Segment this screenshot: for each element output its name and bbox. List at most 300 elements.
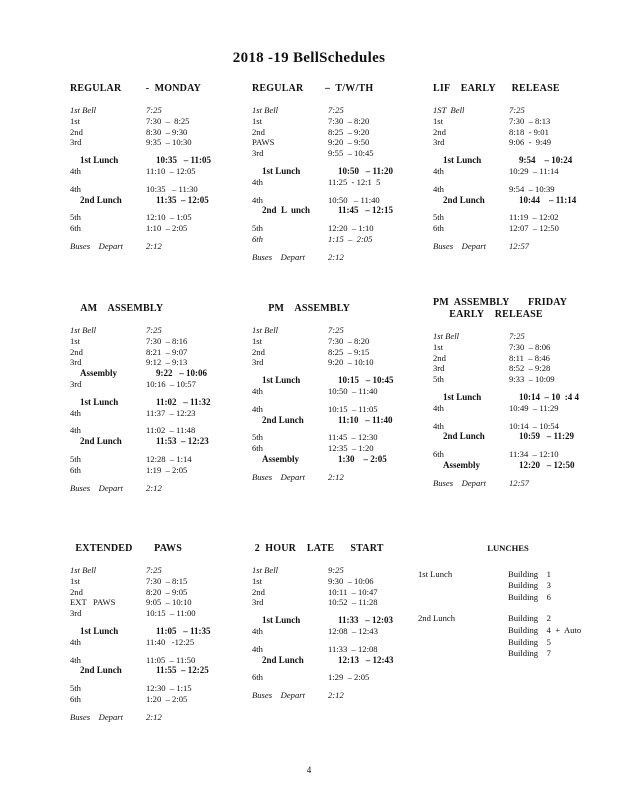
period-row	[252, 386, 437, 397]
lunch-row	[433, 195, 618, 206]
lunch-building-row	[418, 569, 598, 581]
row-gap	[252, 188, 437, 195]
lunch-building-row	[418, 613, 598, 625]
period-label: 1st Bell	[252, 325, 279, 335]
row-gap	[70, 447, 255, 454]
row-gap	[252, 216, 437, 223]
period-label: 1st Bell	[70, 565, 97, 575]
period-row	[433, 478, 618, 489]
period-time: 11:55 – 12:25	[156, 665, 209, 676]
lunch-building: Building 1	[508, 568, 551, 579]
row-gap	[70, 390, 255, 397]
period-label: 2nd	[252, 586, 265, 597]
period-label: 3rd	[252, 597, 264, 608]
period-time: 8:11 – 8:46	[509, 352, 550, 363]
lunch-row	[252, 655, 437, 666]
period-label: 4th	[433, 183, 444, 194]
period-row	[70, 465, 255, 476]
row-gap	[70, 676, 255, 683]
period-row	[252, 565, 437, 576]
period-row	[433, 137, 618, 148]
period-row	[252, 690, 437, 701]
period-row	[433, 184, 618, 195]
lunch-building: Building 5	[508, 636, 551, 647]
row-gap	[252, 683, 437, 690]
row-gap	[252, 368, 437, 375]
period-row	[433, 105, 618, 116]
lunch-building-row	[418, 592, 598, 604]
lunch-group-name: 1st Lunch	[418, 568, 453, 579]
schedule-pm-assembly	[252, 303, 437, 483]
period-time: 7:25	[509, 331, 525, 341]
period-label: 6th	[70, 693, 81, 704]
period-row	[252, 127, 437, 138]
period-time: 2:12	[146, 240, 162, 251]
period-row	[252, 432, 437, 443]
period-label: Buses Depart	[252, 471, 305, 482]
period-time: 7:30 – 8:20	[328, 335, 370, 346]
period-label: Buses Depart	[252, 690, 305, 701]
period-time: 10:44 – 11:14	[519, 194, 577, 205]
row-gap	[70, 418, 255, 425]
period-row	[433, 212, 618, 223]
lunch-row	[433, 155, 618, 166]
period-label: 6th	[433, 223, 444, 234]
period-row	[70, 137, 255, 148]
period-row	[252, 443, 437, 454]
period-label: 3rd	[70, 608, 82, 619]
period-time: 7:25	[146, 105, 162, 115]
period-label: 5th	[252, 432, 263, 443]
row-gap	[70, 476, 255, 483]
period-row	[70, 336, 255, 347]
period-time: 11:40 -12:25	[146, 636, 195, 647]
period-time: 12:30 – 1:15	[146, 683, 192, 694]
period-row	[252, 576, 437, 587]
lunch-building: Building 2	[508, 613, 551, 624]
row-gap	[433, 442, 618, 449]
row-gap	[70, 205, 255, 212]
period-label: 1st Lunch	[262, 375, 301, 386]
period-row	[70, 212, 255, 223]
row-gap	[433, 385, 618, 392]
period-label: 3rd	[252, 357, 264, 368]
period-label: 4th	[252, 625, 263, 636]
period-label: 1st	[252, 335, 263, 346]
period-row	[70, 347, 255, 358]
period-label: 1st Lunch	[443, 155, 482, 166]
period-row	[70, 597, 255, 608]
lunch-row	[70, 397, 255, 408]
period-time: 1:20 – 2:05	[146, 693, 188, 704]
period-label: 1st Bell	[252, 105, 279, 115]
period-time: 9:20 – 9:50	[328, 137, 370, 148]
period-label: 1st Lunch	[443, 391, 482, 402]
schedule-pm-assembly-friday	[433, 297, 618, 489]
period-time: 12:13 – 12:43	[338, 654, 394, 665]
period-label: 2nd	[252, 346, 265, 357]
lunch-building-row	[418, 580, 598, 592]
row-gap	[70, 148, 255, 155]
period-time: 7:25	[328, 325, 344, 335]
period-row	[433, 241, 618, 252]
period-time: 9:06 - 9:49	[509, 137, 552, 148]
lunch-building-row	[418, 648, 598, 660]
row-gap	[252, 665, 437, 672]
period-time: 11:53 – 12:23	[156, 436, 209, 447]
row-gap	[70, 234, 255, 241]
period-label: Buses Depart	[252, 251, 305, 262]
period-time: 1:19 – 2:05	[146, 464, 188, 475]
lunch-building: Building 7	[508, 648, 551, 659]
period-time: 9:25	[328, 565, 344, 575]
row-gap	[433, 148, 618, 155]
period-row	[70, 637, 255, 648]
period-time: 2:12	[328, 251, 344, 262]
period-label: 3rd	[70, 378, 82, 389]
period-label: 5th	[252, 223, 263, 234]
period-time: 12:28 – 1:14	[146, 453, 192, 464]
period-row	[70, 712, 255, 723]
period-label: 6th	[433, 449, 444, 460]
period-time: 7:25	[509, 105, 525, 115]
period-label: 2nd Lunch	[443, 431, 485, 442]
period-time: 10:35 – 11:30	[146, 183, 198, 194]
period-time: 10:59 – 11:29	[519, 431, 574, 442]
period-label: Assembly	[443, 459, 481, 470]
period-time: 8:25 – 9:15	[328, 346, 370, 357]
lunch-group-name	[418, 592, 508, 604]
page-title: 2018 -19 BellSchedules	[232, 50, 386, 66]
period-row	[252, 325, 437, 336]
period-row	[70, 454, 255, 465]
period-time: 7:30 – 8:13	[509, 115, 551, 126]
period-time: 7:25	[328, 105, 344, 115]
period-row	[252, 472, 437, 483]
period-row	[252, 357, 437, 368]
period-label: 3rd	[70, 357, 82, 368]
row-gap	[252, 465, 437, 472]
schedule-am-assembly	[70, 303, 255, 493]
period-label: 1st Lunch	[262, 165, 301, 176]
schedule-regular-monday	[70, 83, 255, 252]
period-row	[252, 644, 437, 655]
period-row	[252, 137, 437, 148]
period-row	[70, 565, 255, 576]
period-time: 10:11 – 10:47	[328, 586, 378, 597]
period-row	[70, 483, 255, 494]
period-row	[433, 331, 618, 342]
period-label: 2nd Lunch	[262, 654, 304, 665]
period-time: 9:30 – 10:06	[328, 575, 374, 586]
period-time: 7:30 – 8:25	[146, 115, 190, 126]
period-time: 7:30 – 8:20	[328, 115, 370, 126]
period-label: 1st	[433, 115, 444, 126]
period-label: Buses Depart	[70, 711, 123, 722]
period-label: 4th	[70, 425, 81, 436]
period-time: 11:10 – 12:05	[146, 165, 196, 176]
period-time: 10:35 – 11:05	[156, 155, 211, 166]
period-time: 8:21 – 9:07	[146, 346, 188, 357]
period-label: 2nd Lunch	[443, 194, 485, 205]
period-row	[70, 694, 255, 705]
schedule-heading: EXTENDED PAWS	[70, 543, 183, 554]
period-row	[70, 425, 255, 436]
lunch-group-name	[418, 648, 508, 660]
period-time: 2:12	[328, 471, 344, 482]
schedule-heading: AM ASSEMBLY	[70, 303, 164, 314]
lunch-group-name	[418, 580, 508, 592]
period-time: 10:15 – 11:00	[146, 608, 196, 619]
period-time: 9:05 – 10:10	[146, 597, 192, 608]
period-time: 1:15 – 2:05	[328, 233, 373, 244]
period-label: 6th	[252, 672, 263, 683]
period-label: 2nd	[433, 126, 446, 137]
period-row	[252, 336, 437, 347]
period-label: 2nd	[70, 346, 83, 357]
period-time: 12:08 – 12:43	[328, 625, 378, 636]
period-row	[252, 177, 437, 188]
period-row	[70, 105, 255, 116]
lunch-building-row	[418, 625, 598, 637]
period-row	[70, 223, 255, 234]
period-time: 12:07 – 12:50	[509, 223, 559, 234]
period-row	[252, 148, 437, 159]
schedule-heading: 2 HOUR LATE START	[252, 543, 384, 554]
period-time: 10:50 – 11:40	[328, 385, 378, 396]
period-time: 10:29 – 11:14	[509, 165, 559, 176]
lunch-row	[433, 460, 618, 471]
period-time: 11:35 – 12:05	[156, 194, 209, 205]
lunch-group-name	[418, 637, 508, 649]
period-row	[252, 597, 437, 608]
period-label: Assembly	[262, 453, 300, 464]
period-label: 3rd	[433, 137, 445, 148]
period-time: 11:02 – 11:32	[156, 396, 211, 407]
period-label: 1st	[70, 575, 81, 586]
period-row	[252, 672, 437, 683]
period-label: 6th	[252, 233, 263, 244]
period-row	[433, 374, 618, 385]
period-label: Buses Depart	[433, 240, 486, 251]
period-time: 9:35 – 10:30	[146, 137, 192, 148]
schedule-heading: REGULAR – T/W/TH	[252, 83, 374, 94]
lunch-row	[70, 368, 255, 379]
period-row	[70, 116, 255, 127]
period-time: 11:05 – 11:35	[156, 625, 211, 636]
period-label: 2nd Lunch	[80, 436, 122, 447]
period-time: 8:30 – 9:30	[146, 126, 188, 137]
schedule-heading: PM ASSEMBLY FRIDAY EARLY RELEASE	[433, 297, 568, 320]
period-label: 2nd Lunch	[80, 665, 122, 676]
period-label: 1st Bell	[433, 331, 460, 341]
row-gap	[70, 619, 255, 626]
lunch-building: Building 4 + Auto	[508, 624, 582, 635]
period-label: 4th	[252, 643, 263, 654]
lunch-row	[433, 431, 618, 442]
schedule-lif-early-release	[433, 83, 618, 252]
period-label: 1st	[70, 115, 81, 126]
period-row	[70, 357, 255, 368]
period-time: 7:30 – 8:06	[509, 341, 551, 352]
period-label: 4th	[433, 402, 444, 413]
row-gap	[252, 637, 437, 644]
period-row	[70, 608, 255, 619]
lunch-row	[433, 392, 618, 403]
lunch-row	[252, 166, 437, 177]
row-gap	[433, 177, 618, 184]
period-label: 4th	[252, 176, 263, 187]
period-row	[252, 195, 437, 206]
lunches-table	[418, 543, 598, 660]
period-label: 3rd	[252, 148, 264, 159]
schedule-regular-twth	[252, 83, 437, 263]
lunch-row	[70, 155, 255, 166]
period-row	[70, 184, 255, 195]
period-time: 10:50 – 11:20	[338, 165, 393, 176]
period-time: 7:25	[146, 325, 162, 335]
period-time: 11:10 – 11:40	[338, 414, 393, 425]
lunch-row	[252, 415, 437, 426]
period-label: 4th	[252, 403, 263, 414]
period-label: Buses Depart	[70, 240, 123, 251]
row-gap	[70, 177, 255, 184]
period-label: 6th	[70, 223, 81, 234]
row-gap	[433, 414, 618, 421]
period-row	[433, 353, 618, 364]
period-label: 4th	[70, 407, 81, 418]
period-row	[433, 363, 618, 374]
period-time: 10:15 – 10:45	[338, 375, 394, 386]
period-row	[70, 379, 255, 390]
period-time: 12:57	[509, 477, 530, 488]
lunches-heading: LUNCHES	[487, 543, 529, 553]
period-label: PAWS	[252, 137, 275, 148]
period-label: 1st	[70, 335, 81, 346]
lunch-row	[252, 375, 437, 386]
period-time: 8:25 – 9:20	[328, 126, 370, 137]
period-row	[433, 421, 618, 432]
period-label: 4th	[70, 636, 81, 647]
row-gap	[70, 705, 255, 712]
lunch-row	[70, 626, 255, 637]
lunch-row	[252, 205, 437, 216]
period-time: 7:25	[146, 565, 162, 575]
schedule-extended-paws	[70, 543, 255, 723]
period-row	[70, 683, 255, 694]
period-label: 1st Lunch	[80, 396, 119, 407]
period-row	[252, 252, 437, 263]
period-label: 4th	[70, 654, 81, 665]
period-time: 11:19 – 12:02	[509, 212, 559, 223]
period-time: 2:12	[146, 482, 162, 493]
period-time: 12:10 – 1:05	[146, 212, 192, 223]
schedule-heading: REGULAR - MONDAY	[70, 83, 202, 94]
period-time: 10:49 – 11:29	[509, 402, 559, 413]
period-time: 10:14 – 10:54	[509, 420, 559, 431]
period-time: 11:34 – 12:10	[509, 449, 559, 460]
row-gap	[252, 245, 437, 252]
period-row	[433, 403, 618, 414]
period-row	[70, 325, 255, 336]
period-time: 12:20 – 12:50	[519, 459, 575, 470]
lunch-row	[70, 665, 255, 676]
period-row	[252, 626, 437, 637]
period-label: 1st Lunch	[80, 155, 119, 166]
row-gap	[252, 397, 437, 404]
period-label: 4th	[433, 420, 444, 431]
period-label: 1st Bell	[70, 105, 97, 115]
row-gap	[433, 205, 618, 212]
period-row	[433, 342, 618, 353]
lunch-row	[252, 454, 437, 465]
lunch-row	[70, 195, 255, 206]
period-label: 2nd	[70, 126, 83, 137]
period-time: 10:50 – 11:40	[328, 194, 380, 205]
page-number: 4	[306, 765, 312, 775]
period-time: 10:15 – 11:05	[328, 403, 378, 414]
period-time: 9:55 – 10:45	[328, 148, 374, 159]
period-label: 4th	[252, 194, 263, 205]
period-time: 7:30 – 8:15	[146, 575, 188, 586]
period-label: 2nd Lunch	[80, 194, 122, 205]
period-time: 11:25 - 12:1 5	[328, 176, 381, 187]
row-gap	[70, 648, 255, 655]
period-row	[252, 587, 437, 598]
period-row	[252, 234, 437, 245]
period-time: 11:02 – 11:48	[146, 425, 196, 436]
period-row	[70, 166, 255, 177]
period-label: 2nd L unch	[262, 205, 311, 216]
period-label: 4th	[70, 165, 81, 176]
row-gap	[252, 159, 437, 166]
period-time: 2:12	[146, 711, 162, 722]
period-time: 11:45 – 12:30	[328, 432, 378, 443]
period-label: 2nd	[252, 126, 265, 137]
period-label: 1st Bell	[70, 325, 97, 335]
period-time: 7:30 – 8:16	[146, 335, 188, 346]
lunch-group-gap	[418, 603, 598, 613]
lunch-building: Building 6	[508, 591, 551, 602]
period-row	[70, 587, 255, 598]
period-row	[70, 655, 255, 666]
period-row	[252, 105, 437, 116]
period-label: 2nd Lunch	[262, 414, 304, 425]
period-time: 10:52 – 11:28	[328, 597, 378, 608]
period-time: 1:10 – 2:05	[146, 223, 188, 234]
period-time: 8:20 – 9:05	[146, 586, 188, 597]
period-time: 11:05 – 11:50	[146, 654, 196, 665]
period-time: 8:52 – 9:28	[509, 363, 551, 374]
period-row	[70, 576, 255, 587]
period-time: 9:20 – 10:10	[328, 357, 374, 368]
period-time: 11:37 – 12:23	[146, 407, 196, 418]
period-time: 12:35 – 1:20	[328, 443, 374, 454]
period-row	[433, 449, 618, 460]
period-row	[252, 347, 437, 358]
row-gap	[433, 471, 618, 478]
lunch-group-name	[418, 625, 508, 637]
period-label: 6th	[252, 443, 263, 454]
lunch-building: Building 3	[508, 580, 551, 591]
period-time: 2:12	[328, 690, 344, 701]
row-gap	[252, 608, 437, 615]
period-label: 5th	[433, 374, 444, 385]
period-time: 11:45 – 12:15	[338, 205, 393, 216]
schedule-heading: PM ASSEMBLY	[252, 303, 351, 314]
period-label: Buses Depart	[70, 482, 123, 493]
schedule-heading: LIF EARLY RELEASE	[433, 83, 560, 94]
